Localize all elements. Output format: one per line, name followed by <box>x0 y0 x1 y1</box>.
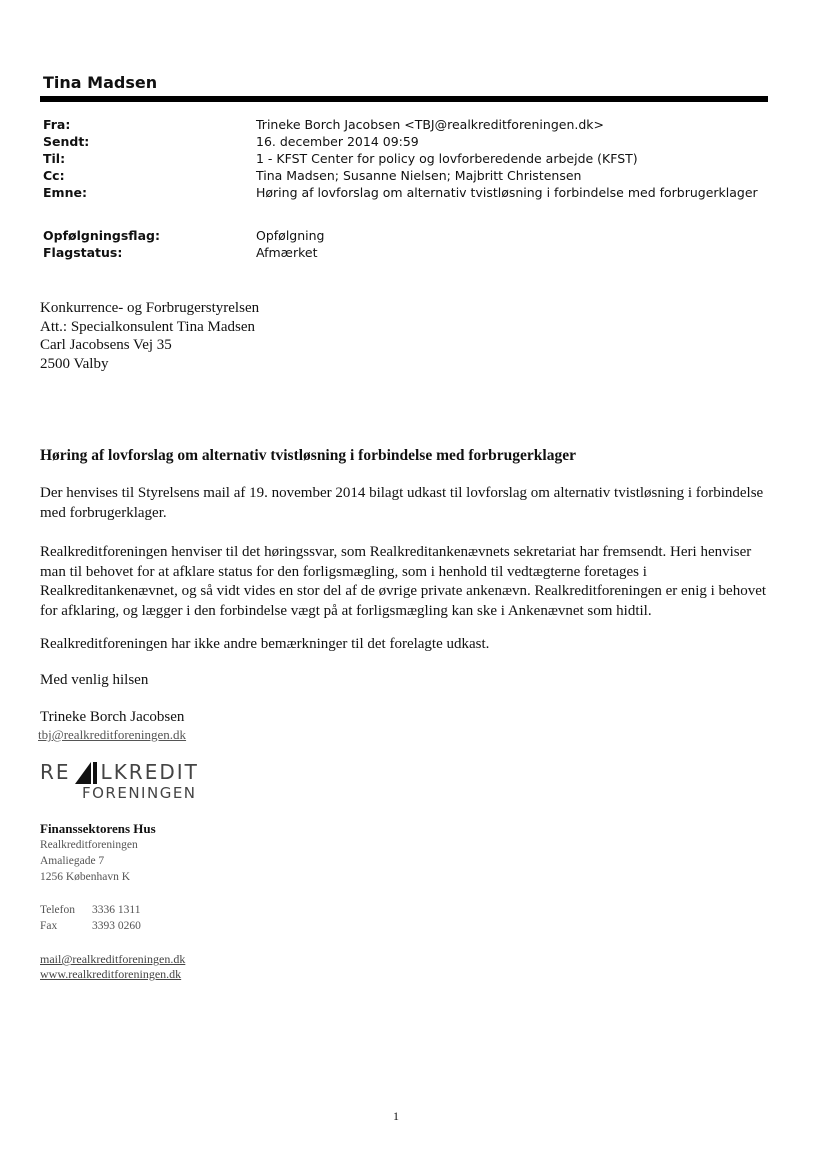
mailbox-owner-name: Tina Madsen <box>43 73 158 92</box>
flag-status-value: Afmærket <box>256 245 318 260</box>
letter-closing: Med venlig hilsen <box>40 672 149 688</box>
letter-paragraph-3: Realkreditforeningen har ikke andre bemærkninger til det forelagte udkast. <box>40 636 490 652</box>
subject-row <box>43 184 758 201</box>
signer-name: Trineke Borch Jacobsen <box>40 709 185 725</box>
organization-email-link[interactable]: mail@realkreditforeningen.dk <box>40 952 186 966</box>
letter-paragraph-2: Realkreditforeningen henviser til det høringssvar, som Realkreditankenævnets sekretariat har fremsendt. Heri henviser man til behovet for at afklare status for den forligsmægling, som i henhold til vedtægterne foretages i Realkreditankenævnet, og så vidt vides en stor del af de øvrige private ankenævn. Realkreditforeningen er enig i behovet for afklaring, og lægger i den forbindelse vægt på at forligsmægling kan ske i Ankenævnet som hidtil. <box>40 544 767 619</box>
logo-triangle-icon <box>73 760 99 784</box>
followup-flag-label: Opfølgningsflag: <box>43 228 160 243</box>
address-line-1: Konkurrence- og Forbrugerstyrelsen <box>40 300 260 316</box>
realkreditforeningen-logo <box>40 760 199 802</box>
address-line-3: Carl Jacobsens Vej 35 <box>40 337 172 354</box>
sent-label: Sendt: <box>43 134 90 149</box>
organization-street: Amaliegade 7 <box>40 855 105 867</box>
from-label: Fra: <box>43 117 71 132</box>
organization-address <box>40 837 138 885</box>
address-line-4: 2500 Valby <box>40 355 109 372</box>
flag-status-row <box>43 244 324 261</box>
cc-label: Cc: <box>43 168 65 183</box>
to-label: Til: <box>43 151 66 166</box>
to-row <box>43 150 758 167</box>
organization-building: Finanssektorens Hus <box>40 821 156 836</box>
email-header-block <box>43 116 758 201</box>
logo-text-left: RE <box>40 760 71 784</box>
recipient-address <box>40 299 259 373</box>
followup-flag-value: Opfølgning <box>256 228 325 243</box>
cc-row <box>43 167 758 184</box>
from-row <box>43 116 758 133</box>
organization-links <box>40 952 185 982</box>
followup-flag-row <box>43 227 324 244</box>
flag-block <box>43 227 324 261</box>
to-value: 1 - KFST Center for policy og lovforberedende arbejde (KFST) <box>256 151 638 166</box>
organization-name: Realkreditforeningen <box>40 839 138 851</box>
subject-label: Emne: <box>43 185 87 200</box>
signer-email-link[interactable]: tbj@realkreditforeningen.dk <box>38 727 187 742</box>
sent-value: 16. december 2014 09:59 <box>256 134 419 149</box>
letter-paragraph-1: Der henvises til Styrelsens mail af 19. november 2014 bilagt udkast til lovforslag om alternativ tvistløsning i forbindelse med forbrugerklager. <box>40 485 764 521</box>
subject-value: Høring af lovforslag om alternativ tvistløsning i forbindelse med forbrugerklager <box>256 185 758 200</box>
phone-number: 3336 1311 <box>92 904 141 916</box>
address-line-2: Att.: Specialkonsulent Tina Madsen <box>40 318 255 335</box>
organization-contact <box>40 902 141 934</box>
cc-value: Tina Madsen; Susanne Nielsen; Majbritt Christensen <box>256 168 582 183</box>
from-value: Trineke Borch Jacobsen <TBJ@realkreditforeningen.dk> <box>256 117 604 132</box>
organization-city: 1256 København K <box>40 871 131 883</box>
fax-number: 3393 0260 <box>92 920 141 932</box>
sent-row <box>43 133 758 150</box>
flag-status-label: Flagstatus: <box>43 245 123 260</box>
logo-text-right: LKREDIT <box>100 760 199 784</box>
phone-label: Telefon <box>40 904 75 916</box>
organization-website-link[interactable]: www.realkreditforeningen.dk <box>40 967 182 981</box>
logo-text-bottom: FORENINGEN <box>82 784 197 802</box>
fax-label: Fax <box>40 920 58 932</box>
page-number: 1 <box>393 1109 399 1123</box>
letter-subject: Høring af lovforslag om alternativ tvistløsning i forbindelse med forbrugerklager <box>40 447 576 464</box>
header-divider <box>40 96 768 102</box>
